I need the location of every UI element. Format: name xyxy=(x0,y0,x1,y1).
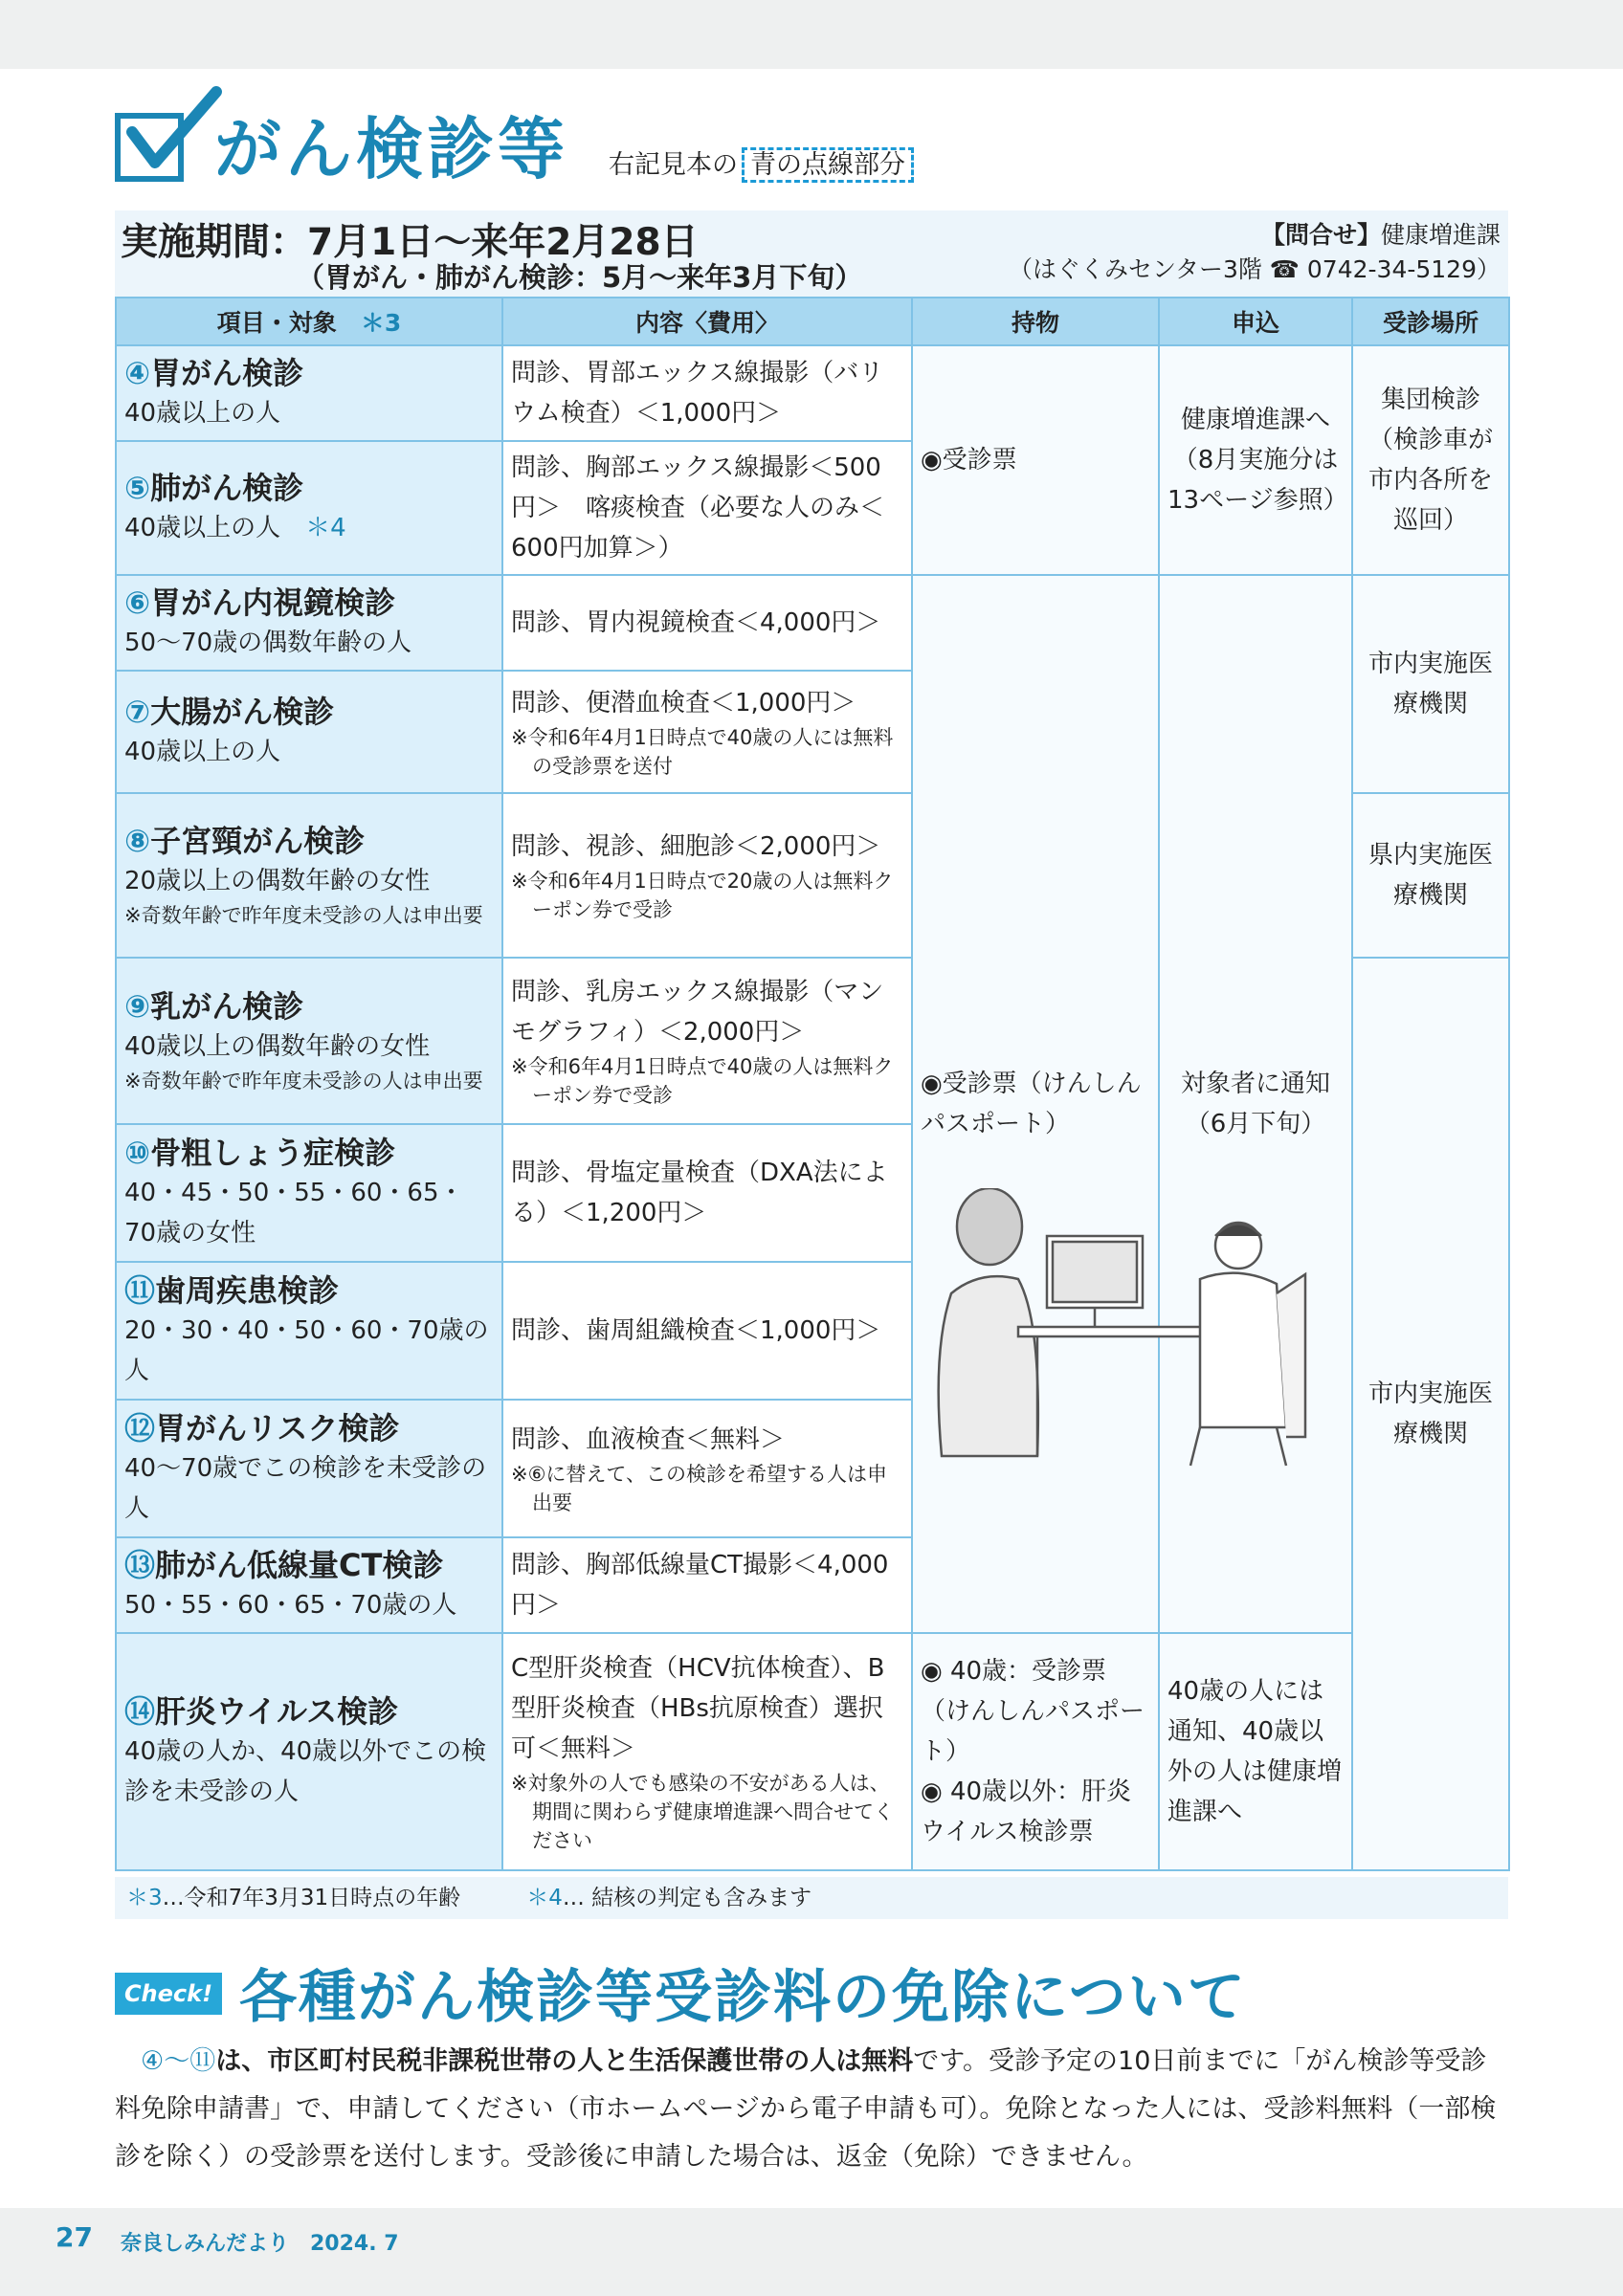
inquiry-detail: （はぐくみセンター3階 ☎ 0742-34-5129） xyxy=(1008,255,1501,283)
item-cell: ⑧子宮頸がん検診 20歳以上の偶数年齢の女性 ※奇数年齢で昨年度未受診の人は申出要 xyxy=(116,793,502,958)
item-cell: ⑭肝炎ウイルス検診 40歳の人か、40歳以外でこの検診を未受診の人 xyxy=(116,1633,502,1870)
content-cell: 問診、骨塩定量検査（DXA法による）＜1,200円＞ xyxy=(502,1124,912,1262)
header-item-note: ＊3 xyxy=(360,309,402,337)
item-cell: ⑨乳がん検診 40歳以上の偶数年齢の女性 ※奇数年齢で昨年度未受診の人は申出要 xyxy=(116,958,502,1124)
item-cell: ⑫胃がんリスク検診 40～70歳でこの検診を未受診の人 xyxy=(116,1400,502,1537)
apply-cell: 健康増進課へ（8月実施分は13ページ参照） xyxy=(1159,345,1352,575)
exemption-bold: は、市区町村民税非課税世帯の人と生活保護世帯の人は無料 xyxy=(215,2046,914,2076)
period-box xyxy=(115,210,1508,297)
table-row xyxy=(116,1633,1509,1870)
item-cell: ④胃がん検診 40歳以上の人 xyxy=(116,345,502,441)
bring-cell: ◉ 40歳：受診票（けんしんパスポート） ◉ 40歳以外：肝炎ウイルス検診票 xyxy=(912,1633,1159,1870)
content-cell: 問診、胃内視鏡検査＜4,000円＞ xyxy=(502,575,912,671)
subtitle-prefix: 右記見本の xyxy=(609,150,738,180)
check-section-header xyxy=(115,1952,1512,2038)
table-header-row xyxy=(116,298,1509,345)
exemption-text xyxy=(115,2038,1512,2181)
exemption-rest: です。受診予定の10日前までに「がん検診等受診料免除申請書」で、申請してください（市ホームページから電子申請も可）。免除となった人には、受診料無料（一部検診を除く）の受診票を送付します。受診後に申請した場合は、返金（免除）できません。 xyxy=(115,2046,1497,2172)
inquiry-label: 【問合せ】 xyxy=(1260,221,1381,249)
apply-cell: 40歳の人には通知、40歳以外の人は健康増進課へ xyxy=(1159,1633,1352,1870)
header-place: 受診場所 xyxy=(1352,298,1509,345)
content-cell: 問診、血液検査＜無料＞ ※⑥に替えて、この検診を希望する人は申出要 xyxy=(502,1400,912,1537)
header-content: 内容〈費用〉 xyxy=(502,298,912,345)
subtitle-highlight: 青の点線部分 xyxy=(742,147,914,183)
place-cell: 市内実施医療機関 xyxy=(1352,958,1509,1870)
content-cell: C型肝炎検査（HCV抗体検査）、B型肝炎検査（HBs抗原検査）選択可＜無料＞ ※対象外の人でも感染の不安がある人は、期間に関わらず健康増進課へ問合せてください xyxy=(502,1633,912,1870)
content-cell: 問診、便潜血検査＜1,000円＞ ※令和6年4月1日時点で40歳の人には無料の受診票を送付 xyxy=(502,671,912,793)
apply-cell: 対象者に通知（6月下旬） xyxy=(1159,575,1352,1633)
exemption-range: ④～⑪ xyxy=(141,2046,216,2076)
place-cell: 集団検診（検診車が市内各所を巡回） xyxy=(1352,345,1509,575)
content-cell: 問診、視診、細胞診＜2,000円＞ ※令和6年4月1日時点で20歳の人は無料クーポン券で受診 xyxy=(502,793,912,958)
page-number: 27 xyxy=(56,2221,93,2253)
item-cell: ⑩骨粗しょう症検診 40・45・50・55・60・65・70歳の女性 xyxy=(116,1124,502,1262)
doctor-consultation-illustration xyxy=(923,1188,1344,1475)
table-row xyxy=(116,345,1509,441)
header-subtitle xyxy=(609,144,914,181)
content-cell: 問診、胸部エックス線撮影＜500円＞ 喀痰検査（必要な人のみ＜600円加算＞） xyxy=(502,441,912,575)
place-cell: 市内実施医療機関 xyxy=(1352,575,1509,793)
period-main: 実施期間：7月1日～来年2月28日 xyxy=(121,221,699,264)
item-cell: ⑪歯周疾患検診 20・30・40・50・60・70歳の人 xyxy=(116,1262,502,1400)
item-cell: ⑦大腸がん検診 40歳以上の人 xyxy=(116,671,502,793)
content-cell: 問診、乳房エックス線撮影（マンモグラフィ）＜2,000円＞ ※令和6年4月1日時点で40歳の人は無料クーポン券で受診 xyxy=(502,958,912,1124)
header-item: 項目・対象 ＊3 xyxy=(116,298,502,345)
period-sub: （胃がん・肺がん検診：5月～来年3月下旬） xyxy=(297,261,863,294)
checkmark-icon xyxy=(119,86,224,182)
content-cell: 問診、胸部低線量CT撮影＜4,000円＞ xyxy=(502,1537,912,1633)
screening-table xyxy=(115,297,1510,1871)
bring-cell: ◉受診票 xyxy=(912,345,1159,575)
top-bar xyxy=(0,0,1623,69)
inquiry-dept: 健康増進課 xyxy=(1380,221,1501,249)
item-cell: ⑥胃がん内視鏡検診 50～70歳の偶数年齢の人 xyxy=(116,575,502,671)
footnotes: ＊3…令和7年3月31日時点の年齢 ＊4… 結核の判定も含みます xyxy=(115,1877,1508,1919)
content-cell: 問診、胃部エックス線撮影（バリウム検査）＜1,000円＞ xyxy=(502,345,912,441)
bring-cell: ◉受診票（けんしんパスポート） xyxy=(912,575,1159,1633)
check-badge: Check! xyxy=(115,1973,222,2015)
header-bring: 持物 xyxy=(912,298,1159,345)
header-apply: 申込 xyxy=(1159,298,1352,345)
page-title: がん検診等 xyxy=(214,110,568,188)
section-header xyxy=(115,96,1512,191)
table-row xyxy=(116,575,1509,671)
item-cell: ⑤肺がん検診 40歳以上の人 ＊4 xyxy=(116,441,502,575)
inquiry xyxy=(1009,218,1501,287)
content-cell: 問診、歯周組織検査＜1,000円＞ xyxy=(502,1262,912,1400)
check-title: 各種がん検診等受診料の免除について xyxy=(239,1964,1247,2031)
place-cell: 県内実施医療機関 xyxy=(1352,793,1509,958)
publication-name: 奈良しみんだより 2024. 7 xyxy=(121,2232,399,2256)
item-cell: ⑬肺がん低線量CT検診 50・55・60・65・70歳の人 xyxy=(116,1537,502,1633)
